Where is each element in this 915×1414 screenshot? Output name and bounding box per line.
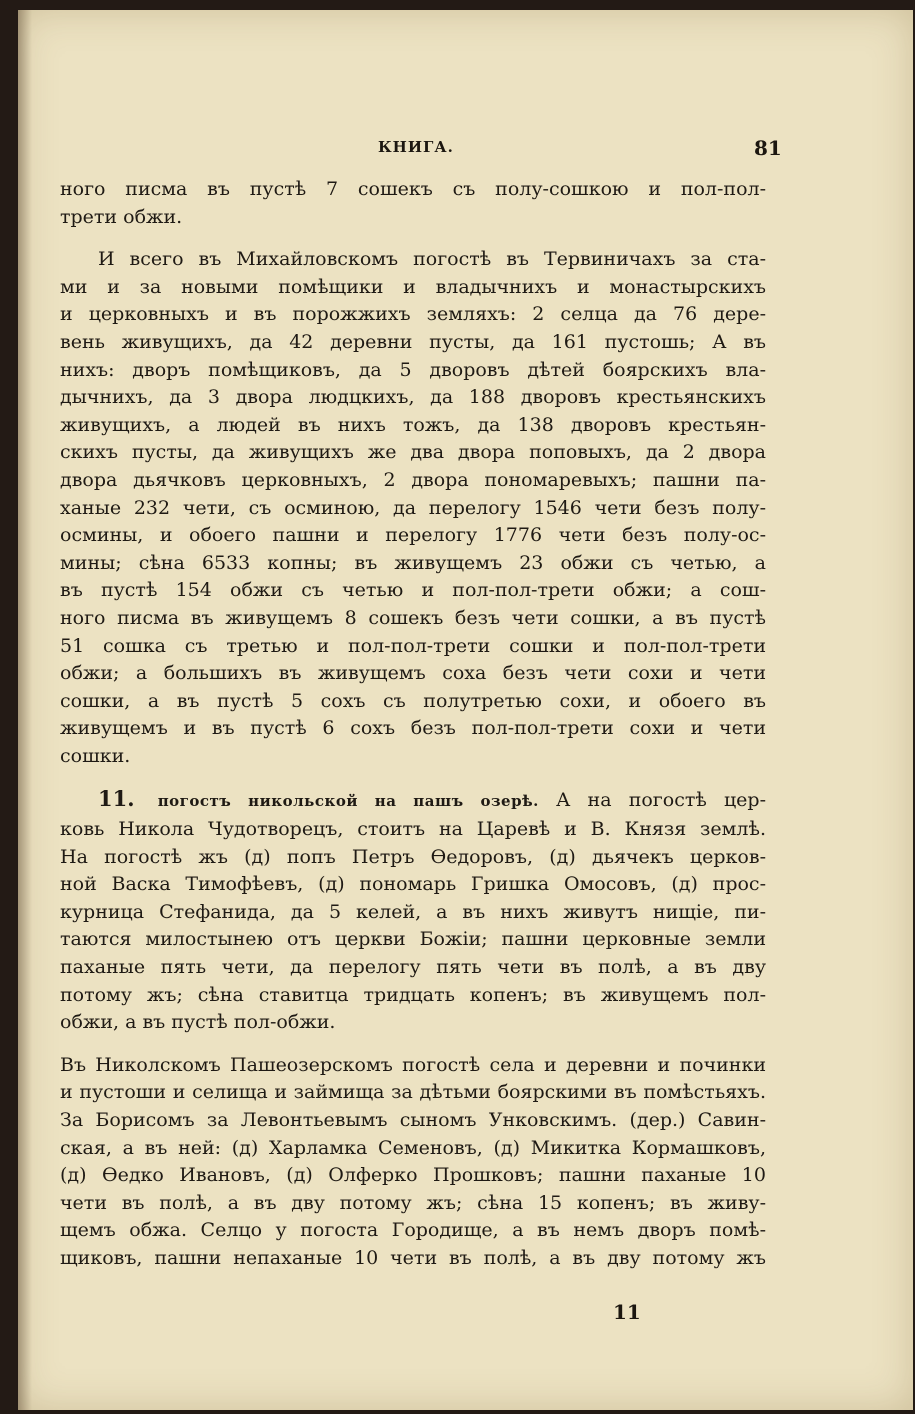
text-line: Въ Николскомъ Пашеозерскомъ погостѣ села и деревни и починки [60, 1053, 766, 1076]
text-line: сошки, а въ пустѣ 5 сохъ съ полутретью сохи, и обоего въ [60, 689, 766, 712]
text-line: За Борисомъ за Левонтьевымъ сыномъ Унковскимъ. (дер.) Савин- [60, 1109, 766, 1131]
text-line: обжи; а большихъ въ живущемъ соха безъ чети сохи и чети [60, 662, 766, 685]
page-header [18, 136, 913, 166]
paragraph-section-11 [60, 785, 766, 1036]
text-line: ханые 232 чети, съ осминою, да перелогу 1546 чети безъ полу- [60, 496, 766, 519]
text-line: (д) Ѳедко Ивановъ, (д) Олферко Прошковъ; пашни паханые 10 [60, 1164, 766, 1187]
section-first-line: А на погостѣ цер- [556, 789, 766, 812]
text-line: нихъ: дворъ помѣщиковъ, да 5 дворовъ дѣтей боярскихъ вла- [60, 358, 766, 381]
book-page [18, 10, 913, 1410]
text-line: ной Васка Тимофѣевъ, (д) пономарь Гришка Омосовъ, (д) прос- [60, 873, 766, 896]
text-line: живущихъ, а людей въ нихъ тожъ, да 138 дворовъ крестьян- [60, 413, 766, 436]
section-number: 11. [98, 786, 135, 812]
text-line: ми и за новыми помѣщики и владычнихъ и монастырскихъ [60, 275, 766, 298]
text-line: ская, а въ ней: (д) Харламка Семеновъ, (д) Микитка Кормашковъ, [60, 1136, 766, 1159]
paragraph-summary [60, 246, 766, 770]
binding-shadow [18, 10, 32, 1410]
text-line: въ пустѣ 154 обжи съ четью и пол-пол-трети обжи; а сош- [60, 579, 766, 602]
text-line: и церковныхъ и въ порожжихъ земляхъ: 2 селца да 76 дере- [60, 303, 766, 326]
text-line: ного писма въ живущемъ 8 сошекъ безъ чети сошки, а въ пустѣ [60, 606, 766, 629]
signature-mark: 11 [613, 1300, 641, 1324]
text-line: живущемъ и въ пустѣ 6 сохъ безъ пол-пол-трети сохи и чети [60, 717, 766, 740]
text-line: курница Стефанида, да 5 келей, а въ нихъ живутъ нищіе, пи- [60, 900, 766, 923]
running-title: КНИГА. [378, 138, 454, 156]
text-line: дычнихъ, да 3 двора людцкихъ, да 188 дворовъ крестьянскихъ [60, 386, 766, 409]
paragraph-continuation [60, 176, 766, 231]
text-line: щиковъ, пашни непаханые 10 чети въ полѣ, а въ дву потому жъ [60, 1246, 766, 1269]
text-line: потому жъ; сѣна ставитца тридцать копенъ; въ живущемъ пол- [60, 983, 766, 1006]
text-line: трети обжи. [60, 205, 183, 228]
text-line: обжи, а въ пустѣ пол-обжи. [60, 1011, 336, 1034]
paragraph-nikolsky [60, 1052, 766, 1273]
text-line: таются милостынею отъ церкви Божіи; пашни церковные земли [60, 928, 766, 951]
text-line: ного писма въ пустѣ 7 сошекъ съ полу-сошкою и пол-пол- [60, 178, 766, 200]
text-line: чети въ полѣ, а въ дву потому жъ; сѣна 15 копенъ; въ живу- [60, 1191, 766, 1214]
text-line: 51 сошка съ третью и пол-пол-трети сошки и пол-пол-трети [60, 634, 766, 657]
text-line: сошки. [60, 744, 131, 767]
text-line: На погостѣ жъ (д) попъ Петръ Ѳедоровъ, (д) дьячекъ церков- [60, 845, 766, 868]
text-line: щемъ обжа. Селцо у погоста Городище, а въ немъ дворъ помѣ- [60, 1219, 766, 1242]
section-heading-line [60, 785, 766, 816]
text-line: скихъ пусты, да живущихъ же два двора поповыхъ, да 2 двора [60, 441, 766, 464]
text-line: И всего въ Михайловскомъ погостѣ въ Тервиничахъ за ста- [98, 248, 766, 271]
page-number: 81 [754, 136, 782, 160]
text-line: вень живущихъ, да 42 деревни пусты, да 161 пустошь; А въ [60, 330, 766, 353]
body-text [60, 176, 766, 1273]
text-line: паханые пять чети, да перелогу пять чети въ полѣ, а въ дву [60, 956, 766, 979]
text-line: двора дьячковъ церковныхъ, 2 двора пономаревыхъ; пашни па- [60, 468, 766, 491]
text-line: и пустоши и селища и займища за дѣтьми боярскими въ помѣстьяхъ. [60, 1081, 766, 1104]
section-title: погостъ никольской на пашъ озерѣ. [157, 792, 539, 811]
text-line: осмины, и обоего пашни и перелогу 1776 чети безъ полу-ос- [60, 524, 766, 547]
text-line: ковь Никола Чудотворецъ, стоитъ на Царевѣ и В. Князя землѣ. [60, 818, 766, 841]
text-line: мины; сѣна 6533 копны; въ живущемъ 23 обжи съ четью, а [60, 551, 766, 574]
